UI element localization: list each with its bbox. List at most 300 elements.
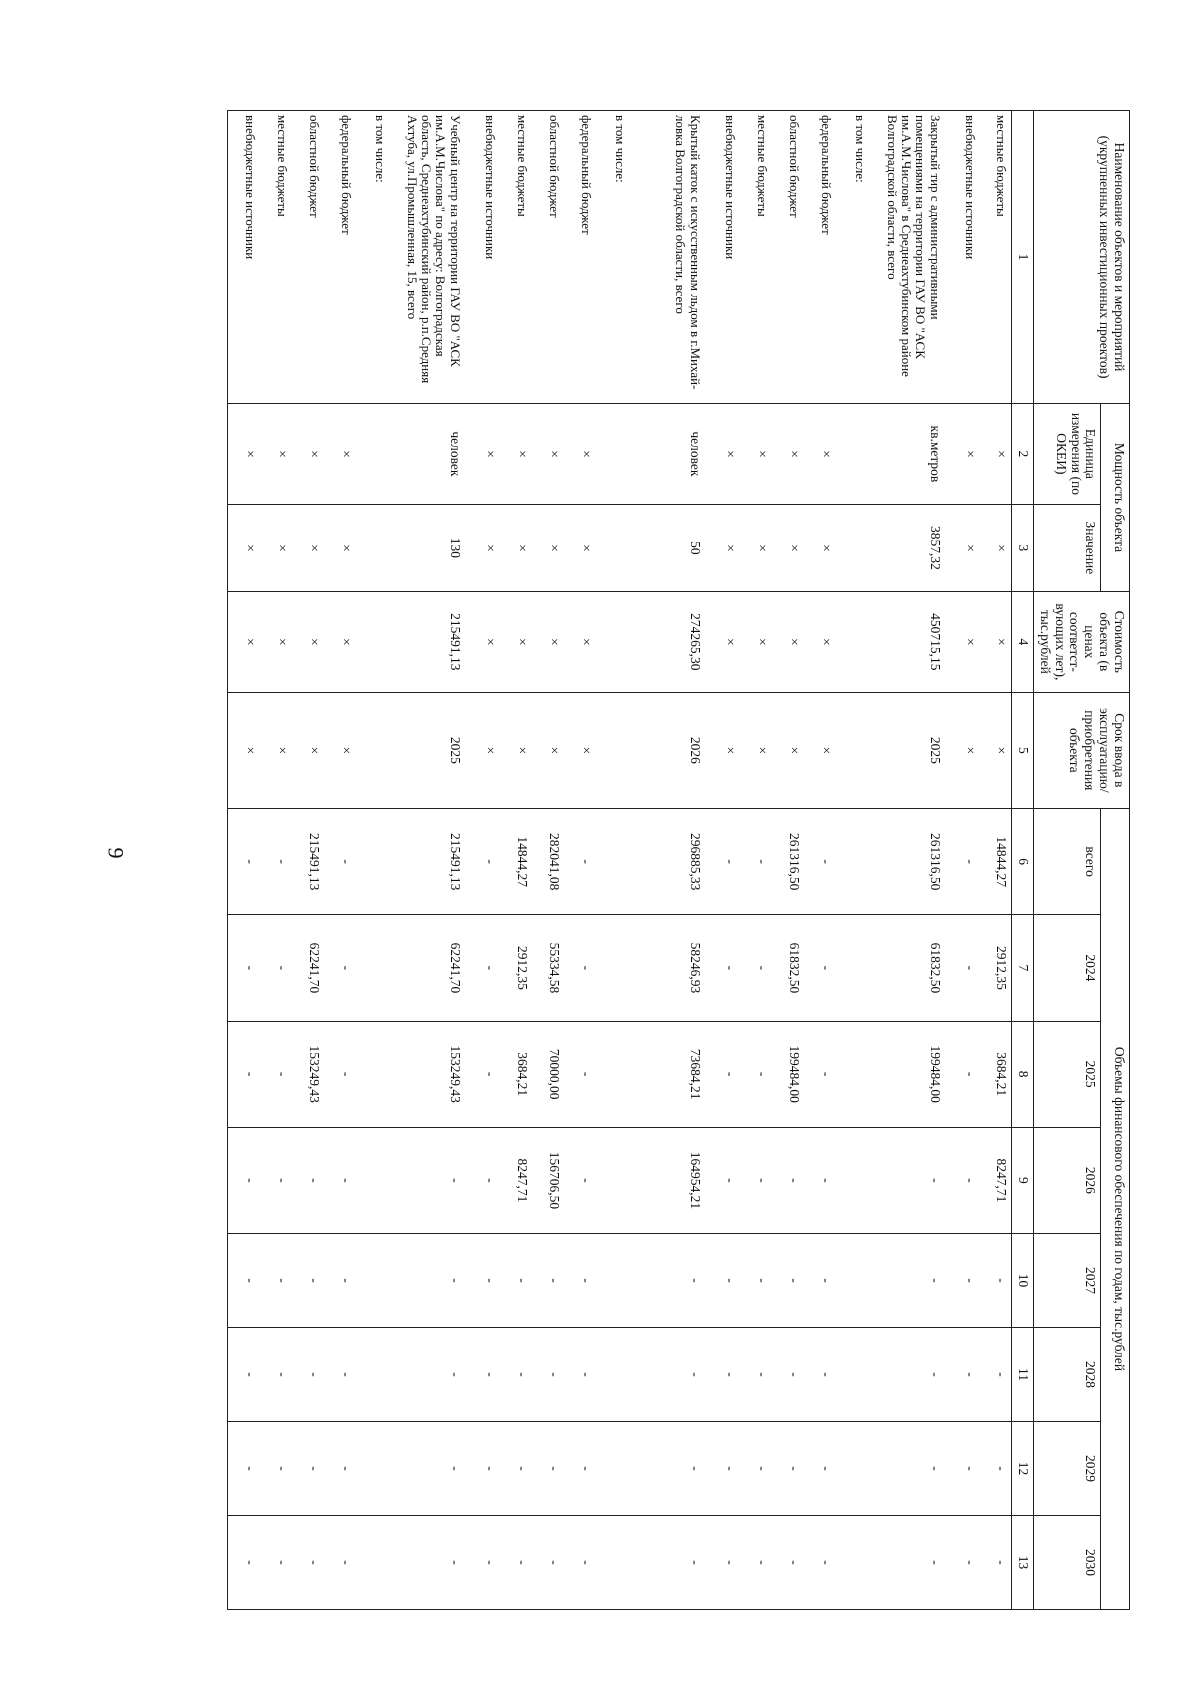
table-row — [630, 111, 708, 1610]
cell-y2030: - — [228, 1515, 260, 1609]
cell-unit — [596, 404, 630, 505]
cell-cost: 215491,13 — [390, 592, 468, 693]
cell-y2029 — [836, 1421, 870, 1515]
cell-name: местные бюджеты — [500, 111, 532, 404]
cell-y2029: - — [980, 1421, 1012, 1515]
table-row — [980, 111, 1012, 1610]
cell-y2026: - — [870, 1127, 948, 1233]
cell-y2026: - — [228, 1127, 260, 1233]
cell-y2030: - — [740, 1515, 772, 1609]
cell-y2029: - — [870, 1421, 948, 1515]
cell-y2024 — [356, 915, 390, 1021]
table-row — [804, 111, 836, 1610]
col-number: 8 — [1012, 1021, 1034, 1127]
cell-value: 50 — [630, 504, 708, 591]
cell-commission — [596, 692, 630, 808]
cell-y2029: - — [228, 1421, 260, 1515]
cell-total: 14844,27 — [500, 809, 532, 915]
cell-cost: × — [772, 592, 804, 693]
cell-commission: × — [980, 692, 1012, 808]
cell-y2026: - — [292, 1127, 324, 1233]
rotated-table-container — [90, 110, 1130, 1610]
cell-y2025: - — [260, 1021, 292, 1127]
cell-y2025: 73684,21 — [630, 1021, 708, 1127]
cell-unit — [836, 404, 870, 505]
cell-y2029: - — [260, 1421, 292, 1515]
cell-y2029: - — [532, 1421, 564, 1515]
cell-y2024: 55334,58 — [532, 915, 564, 1021]
cell-name: в том числе: — [596, 111, 630, 404]
cell-y2025: 199484,00 — [772, 1021, 804, 1127]
cell-unit: × — [292, 404, 324, 505]
header-year-2027: 2027 — [1033, 1234, 1100, 1328]
cell-y2027 — [836, 1234, 870, 1328]
cell-cost — [596, 592, 630, 693]
cell-commission: × — [804, 692, 836, 808]
cell-total: 261316,50 — [870, 809, 948, 915]
cell-name: внебюджетные источники — [228, 111, 260, 404]
cell-cost — [356, 592, 390, 693]
cell-y2025: - — [228, 1021, 260, 1127]
cell-total: - — [228, 809, 260, 915]
cell-commission: × — [532, 692, 564, 808]
cell-y2029: - — [772, 1421, 804, 1515]
cell-y2029: - — [500, 1421, 532, 1515]
cell-y2030 — [356, 1515, 390, 1609]
cell-y2028: - — [630, 1328, 708, 1422]
cell-y2026: - — [948, 1127, 980, 1233]
cell-value: × — [324, 504, 356, 591]
cell-unit: кв.метров — [870, 404, 948, 505]
cell-cost: × — [292, 592, 324, 693]
cell-unit: × — [500, 404, 532, 505]
cell-name: Крытый каток с искусственным льдом в г.Михай-ловка Волгоградской области, всего — [630, 111, 708, 404]
cell-unit: × — [804, 404, 836, 505]
cell-value: 3857,32 — [870, 504, 948, 591]
cell-y2029: - — [390, 1421, 468, 1515]
cell-total — [356, 809, 390, 915]
cell-y2025: 3684,21 — [980, 1021, 1012, 1127]
cell-y2028: - — [804, 1328, 836, 1422]
cell-total: - — [260, 809, 292, 915]
cell-unit: × — [708, 404, 740, 505]
cell-cost: × — [740, 592, 772, 693]
cell-unit: × — [564, 404, 596, 505]
cell-value: × — [228, 504, 260, 591]
cell-commission: × — [740, 692, 772, 808]
cell-value — [836, 504, 870, 591]
cell-total: 261316,50 — [772, 809, 804, 915]
cell-y2027: - — [390, 1234, 468, 1328]
cell-y2024: 61832,50 — [870, 915, 948, 1021]
header-value: Значение — [1033, 504, 1100, 591]
cell-cost — [836, 592, 870, 693]
cell-y2030: - — [948, 1515, 980, 1609]
cell-y2026: 8247,71 — [500, 1127, 532, 1233]
table-row — [356, 111, 390, 1610]
cell-value: 130 — [390, 504, 468, 591]
cell-y2026: - — [708, 1127, 740, 1233]
cell-commission: × — [260, 692, 292, 808]
cell-y2029: - — [804, 1421, 836, 1515]
cell-y2026: - — [804, 1127, 836, 1233]
column-numbers-row — [1012, 111, 1034, 1610]
cell-y2027: - — [772, 1234, 804, 1328]
header-unit: Единица измерения (по ОКЕИ) — [1033, 404, 1100, 505]
table-row — [292, 111, 324, 1610]
cell-y2026: 156706,50 — [532, 1127, 564, 1233]
cell-y2024: - — [260, 915, 292, 1021]
cell-y2027: - — [292, 1234, 324, 1328]
cell-cost: × — [468, 592, 500, 693]
cell-y2025: - — [468, 1021, 500, 1127]
cell-y2030: - — [260, 1515, 292, 1609]
cell-cost: 450715,15 — [870, 592, 948, 693]
cell-y2028: - — [468, 1328, 500, 1422]
col-number: 13 — [1012, 1515, 1034, 1609]
cell-commission: × — [228, 692, 260, 808]
cell-name: областной бюджет — [292, 111, 324, 404]
cell-cost: × — [804, 592, 836, 693]
cell-value: × — [500, 504, 532, 591]
cell-unit — [356, 404, 390, 505]
cell-value: × — [948, 504, 980, 591]
header-finance: Объемы финансового обеспечения по годам, тыс.рублей — [1101, 809, 1130, 1610]
cell-y2028: - — [292, 1328, 324, 1422]
cell-y2025: - — [740, 1021, 772, 1127]
cell-total: - — [708, 809, 740, 915]
table-row — [772, 111, 804, 1610]
cell-y2028 — [356, 1328, 390, 1422]
cell-commission: 2026 — [630, 692, 708, 808]
cell-y2025: 3684,21 — [500, 1021, 532, 1127]
cell-name: внебюджетные источники — [948, 111, 980, 404]
cell-unit: × — [228, 404, 260, 505]
cell-y2024: 58246,93 — [630, 915, 708, 1021]
cell-value: × — [980, 504, 1012, 591]
cell-total: 282041,08 — [532, 809, 564, 915]
cell-name: местные бюджеты — [740, 111, 772, 404]
cell-name: областной бюджет — [772, 111, 804, 404]
cell-commission: × — [324, 692, 356, 808]
cell-cost: × — [564, 592, 596, 693]
col-number: 9 — [1012, 1127, 1034, 1233]
cell-commission: × — [948, 692, 980, 808]
cell-y2024: - — [804, 915, 836, 1021]
cell-name: местные бюджеты — [980, 111, 1012, 404]
cell-value: × — [532, 504, 564, 591]
table-row — [500, 111, 532, 1610]
cell-y2025: 153249,43 — [390, 1021, 468, 1127]
cell-value: × — [740, 504, 772, 591]
cell-y2026: - — [324, 1127, 356, 1233]
cell-y2028: - — [324, 1328, 356, 1422]
table-row — [532, 111, 564, 1610]
cell-y2024 — [596, 915, 630, 1021]
cell-name: в том числе: — [356, 111, 390, 404]
cell-y2025: - — [948, 1021, 980, 1127]
cell-cost: × — [228, 592, 260, 693]
col-number: 5 — [1012, 692, 1034, 808]
cell-total: - — [468, 809, 500, 915]
cell-y2024: - — [228, 915, 260, 1021]
cell-y2028: - — [948, 1328, 980, 1422]
table-header — [1012, 111, 1130, 1610]
cell-y2025 — [356, 1021, 390, 1127]
cell-y2024: - — [708, 915, 740, 1021]
cell-y2028: - — [708, 1328, 740, 1422]
cell-y2030: - — [870, 1515, 948, 1609]
table-row — [708, 111, 740, 1610]
cell-cost: × — [260, 592, 292, 693]
cell-y2026 — [836, 1127, 870, 1233]
cell-y2026: - — [390, 1127, 468, 1233]
cell-name: Закрытый тир с административными помещениями на территории ГАУ ВО "АСК им.А.М.Числова" в Среднеахтубинском районе Волгоградской области, всего — [870, 111, 948, 404]
col-number: 6 — [1012, 809, 1034, 915]
cell-y2027 — [356, 1234, 390, 1328]
table-row — [596, 111, 630, 1610]
cell-y2030: - — [390, 1515, 468, 1609]
cell-unit: человек — [390, 404, 468, 505]
cell-value — [356, 504, 390, 591]
header-commission: Срок ввода в эксплуатацию/ приобретения объекта — [1033, 692, 1129, 808]
cell-y2028: - — [772, 1328, 804, 1422]
cell-y2028: - — [870, 1328, 948, 1422]
col-number: 11 — [1012, 1328, 1034, 1422]
cell-cost: × — [948, 592, 980, 693]
cell-commission: × — [500, 692, 532, 808]
cell-y2026: - — [740, 1127, 772, 1233]
cell-y2030 — [836, 1515, 870, 1609]
cell-y2025: - — [708, 1021, 740, 1127]
cell-commission: × — [468, 692, 500, 808]
table-row — [564, 111, 596, 1610]
cell-y2027: - — [804, 1234, 836, 1328]
cell-y2030: - — [468, 1515, 500, 1609]
cell-unit: × — [468, 404, 500, 505]
cell-value: × — [708, 504, 740, 591]
cell-name: в том числе: — [836, 111, 870, 404]
cell-value: × — [772, 504, 804, 591]
cell-unit: × — [532, 404, 564, 505]
cell-y2027: - — [948, 1234, 980, 1328]
cell-y2029: - — [740, 1421, 772, 1515]
cell-y2027: - — [228, 1234, 260, 1328]
cell-y2029: - — [292, 1421, 324, 1515]
cell-y2027: - — [260, 1234, 292, 1328]
cell-y2026: 164954,21 — [630, 1127, 708, 1233]
cell-y2029: - — [630, 1421, 708, 1515]
cell-y2024: 62241,70 — [292, 915, 324, 1021]
cell-name: внебюджетные источники — [708, 111, 740, 404]
col-number: 2 — [1012, 404, 1034, 505]
header-year-2028: 2028 — [1033, 1328, 1100, 1422]
cell-y2024: - — [324, 915, 356, 1021]
cell-y2027: - — [708, 1234, 740, 1328]
cell-commission: × — [772, 692, 804, 808]
cell-y2029: - — [468, 1421, 500, 1515]
cell-y2030: - — [708, 1515, 740, 1609]
cell-y2027: - — [870, 1234, 948, 1328]
cell-cost: × — [708, 592, 740, 693]
cell-y2030: - — [772, 1515, 804, 1609]
cell-y2030: - — [500, 1515, 532, 1609]
cell-y2027: - — [532, 1234, 564, 1328]
cell-y2025 — [836, 1021, 870, 1127]
cell-unit: × — [948, 404, 980, 505]
cell-y2027: - — [468, 1234, 500, 1328]
cell-value: × — [260, 504, 292, 591]
table-row — [870, 111, 948, 1610]
cell-y2029 — [356, 1421, 390, 1515]
cell-y2027: - — [740, 1234, 772, 1328]
cell-name: федеральный бюджет — [324, 111, 356, 404]
table-row — [948, 111, 980, 1610]
cell-y2028: - — [228, 1328, 260, 1422]
header-name: Наименование объектов и мероприятий (укрупненных инвестиционных проектов) — [1033, 111, 1129, 404]
header-cost: Стоимость объекта (в ценах соответст-вующих лет), тыс.рублей — [1033, 592, 1129, 693]
header-year-2030: 2030 — [1033, 1515, 1100, 1609]
cell-y2026: - — [564, 1127, 596, 1233]
cell-y2030: - — [292, 1515, 324, 1609]
cell-value: × — [468, 504, 500, 591]
cell-value: × — [804, 504, 836, 591]
cell-name: федеральный бюджет — [804, 111, 836, 404]
cell-name: внебюджетные источники — [468, 111, 500, 404]
cell-name: местные бюджеты — [260, 111, 292, 404]
cell-unit: × — [740, 404, 772, 505]
cell-y2028: - — [740, 1328, 772, 1422]
cell-y2026: - — [772, 1127, 804, 1233]
cell-unit: человек — [630, 404, 708, 505]
cell-y2024: - — [948, 915, 980, 1021]
cell-y2028 — [596, 1328, 630, 1422]
cell-y2024: - — [468, 915, 500, 1021]
cell-total: - — [740, 809, 772, 915]
cell-total: 215491,13 — [292, 809, 324, 915]
col-number: 3 — [1012, 504, 1034, 591]
cell-y2024: - — [740, 915, 772, 1021]
cell-total — [596, 809, 630, 915]
cell-unit: × — [260, 404, 292, 505]
col-number: 7 — [1012, 915, 1034, 1021]
cell-y2030: - — [564, 1515, 596, 1609]
cell-y2027: - — [980, 1234, 1012, 1328]
cell-total: - — [564, 809, 596, 915]
page-number: 9 — [103, 847, 129, 859]
col-number: 4 — [1012, 592, 1034, 693]
cell-total: 215491,13 — [390, 809, 468, 915]
cell-y2028: - — [390, 1328, 468, 1422]
cell-y2027: - — [630, 1234, 708, 1328]
cell-total: 296885,33 — [630, 809, 708, 915]
cell-y2029: - — [324, 1421, 356, 1515]
cell-y2025 — [596, 1021, 630, 1127]
header-total: всего — [1033, 809, 1100, 915]
col-number: 10 — [1012, 1234, 1034, 1328]
table-row — [468, 111, 500, 1610]
table-row — [836, 111, 870, 1610]
header-year-2025: 2025 — [1033, 1021, 1100, 1127]
table-body — [228, 111, 1012, 1610]
cell-y2026: - — [260, 1127, 292, 1233]
cell-y2027: - — [564, 1234, 596, 1328]
cell-y2030: - — [980, 1515, 1012, 1609]
cell-y2026: - — [468, 1127, 500, 1233]
cell-y2028: - — [564, 1328, 596, 1422]
cell-y2025: 153249,43 — [292, 1021, 324, 1127]
cell-commission: 2025 — [390, 692, 468, 808]
cell-commission — [356, 692, 390, 808]
cell-commission: × — [708, 692, 740, 808]
cell-cost: × — [324, 592, 356, 693]
col-number: 1 — [1012, 111, 1034, 404]
cell-y2028: - — [260, 1328, 292, 1422]
cell-cost: × — [532, 592, 564, 693]
header-year-2026: 2026 — [1033, 1127, 1100, 1233]
cell-y2024: 62241,70 — [390, 915, 468, 1021]
cell-total: - — [948, 809, 980, 915]
cell-total: 14844,27 — [980, 809, 1012, 915]
cell-name: Учебный центр на территории ГАУ ВО "АСК им.А.М.Числова" по адресу: Волгоградская область, Среднеахтубинский район, р.п.Средняя Ахтуба, ул.Промышленная, 15, всего — [390, 111, 468, 404]
cell-total: - — [324, 809, 356, 915]
cell-y2029: - — [708, 1421, 740, 1515]
cell-unit: × — [980, 404, 1012, 505]
cell-y2027: - — [324, 1234, 356, 1328]
cell-y2026 — [356, 1127, 390, 1233]
cell-y2024: 2912,35 — [980, 915, 1012, 1021]
table-row — [228, 111, 260, 1610]
header-year-2029: 2029 — [1033, 1421, 1100, 1515]
col-number: 12 — [1012, 1421, 1034, 1515]
cell-y2025: - — [804, 1021, 836, 1127]
table-row — [260, 111, 292, 1610]
cell-y2030: - — [630, 1515, 708, 1609]
cell-y2030: - — [532, 1515, 564, 1609]
cell-y2030: - — [324, 1515, 356, 1609]
cell-y2030 — [596, 1515, 630, 1609]
cell-unit: × — [324, 404, 356, 505]
cell-value: × — [292, 504, 324, 591]
cell-y2026: 8247,71 — [980, 1127, 1012, 1233]
table-row — [324, 111, 356, 1610]
cell-name: областной бюджет — [532, 111, 564, 404]
table-row — [390, 111, 468, 1610]
cell-y2025: - — [564, 1021, 596, 1127]
cell-value: × — [564, 504, 596, 591]
cell-y2028: - — [500, 1328, 532, 1422]
cell-cost: 274265,30 — [630, 592, 708, 693]
header-year-2024: 2024 — [1033, 915, 1100, 1021]
cell-commission: × — [292, 692, 324, 808]
cell-y2028: - — [980, 1328, 1012, 1422]
cell-commission: 2025 — [870, 692, 948, 808]
header-capacity: Мощность объекта — [1101, 404, 1130, 592]
cell-name: федеральный бюджет — [564, 111, 596, 404]
cell-y2024: 61832,50 — [772, 915, 804, 1021]
cell-y2029 — [596, 1421, 630, 1515]
cell-cost: × — [500, 592, 532, 693]
cell-y2030: - — [804, 1515, 836, 1609]
financing-table — [227, 110, 1130, 1610]
cell-total: - — [804, 809, 836, 915]
cell-y2028: - — [532, 1328, 564, 1422]
cell-y2025: 70000,00 — [532, 1021, 564, 1127]
table-row — [740, 111, 772, 1610]
cell-y2025: 199484,00 — [870, 1021, 948, 1127]
cell-y2024 — [836, 915, 870, 1021]
cell-y2027 — [596, 1234, 630, 1328]
